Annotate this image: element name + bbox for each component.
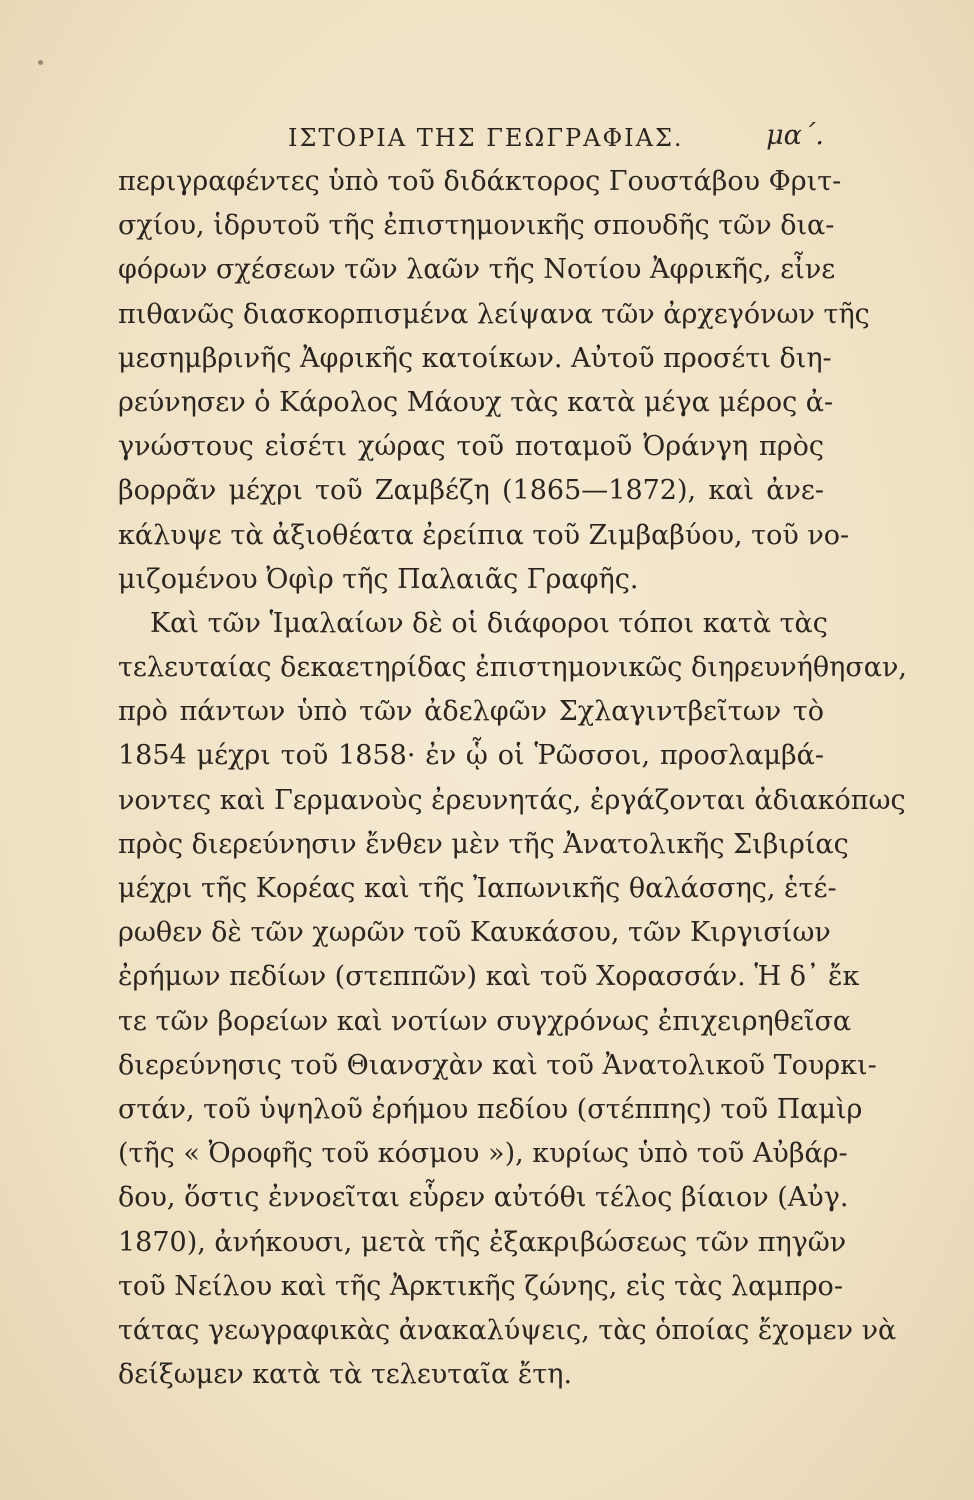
text-body	[118, 160, 907, 1397]
text-line: στάν, τοῦ ὑψηλοῦ ἐρήμου πεδίου (στέππης) τοῦ Παμὶρ	[118, 1093, 863, 1125]
text-line: νοντες καὶ Γερμανοὺς ἐρευνητάς, ἐργάζονται ἀδιακόπως	[118, 784, 906, 816]
text-line: τελευταίας δεκαετηρίδας ἐπιστημονικῶς διηρευνήθησαν,	[118, 652, 907, 684]
text-line: πιθανῶς διασκορπισμένα λείψανα τῶν ἀρχεγόνων τῆς	[118, 298, 870, 330]
text-line: ρωθεν δὲ τῶν χωρῶν τοῦ Καυκάσου, τῶν Κιργισίων	[118, 917, 831, 949]
text-line: (τῆς « Ὀροφῆς τοῦ κόσμου »), κυρίως ὑπὸ τοῦ Αὐβάρ-	[118, 1138, 848, 1170]
text-line: φόρων σχέσεων τῶν λαῶν τῆς Νοτίου Ἀφρικῆς, εἶνε	[118, 254, 836, 286]
text-line: ρεύνησεν ὁ Κάρολος Μάουχ τὰς κατὰ μέγα μέρος ἀ-	[118, 386, 834, 418]
running-title: ΙΣΤΟΡΙΑ ΤΗΣ ΓΕΩΓΡΑΦΙΑΣ.	[288, 124, 684, 152]
text-line: δου, ὅστις ἐννοεῖται εὗρεν αὐτόθι τέλος βίαιον (Αὐγ.	[118, 1182, 849, 1214]
text-line: δείξωμεν κατὰ τὰ τελευταῖα ἔτη.	[118, 1359, 573, 1391]
text-line: πρὸ πάντων ὑπὸ τῶν ἀδελφῶν Σχλαγιντβεῖτων τὸ	[118, 696, 824, 728]
text-line: τοῦ Νείλου καὶ τῆς Ἀρκτικῆς ζώνης, εἰς τὰς λαμπρο-	[118, 1270, 843, 1302]
text-line: 1854 μέχρι τοῦ 1858· ἐν ᾧ οἱ Ῥῶσσοι, προσλαμβά-	[118, 740, 824, 772]
page-number: μα΄.	[766, 120, 824, 151]
text-line: τάτας γεωγραφικὰς ἀνακαλύψεις, τὰς ὁποίας ἔχομεν νὰ	[118, 1314, 897, 1346]
text-line: μεσημβρινῆς Ἀφρικῆς κατοίκων. Αὐτοῦ προσέτι διη-	[118, 342, 832, 374]
text-line: σχίου, ἱδρυτοῦ τῆς ἐπιστημονικῆς σπουδῆς τῶν δια-	[118, 210, 835, 242]
text-line: μέχρι τῆς Κορέας καὶ τῆς Ἰαπωνικῆς θαλάσσης, ἑτέ-	[118, 873, 837, 904]
text-line: 1870), ἀνήκουσι, μετὰ τῆς ἐξακριβώσεως τῶν πηγῶν	[118, 1226, 847, 1258]
text-line: περιγραφέντες ὑπὸ τοῦ διδάκτορος Γουστάβου Φριτ-	[118, 166, 842, 197]
text-line: διερεύνησις τοῦ Θιανσχὰν καὶ τοῦ Ἀνατολικοῦ Τουρκι-	[118, 1049, 877, 1081]
text-line: τε τῶν βορείων καὶ νοτίων συγχρόνως ἐπιχειρηθεῖσα	[118, 1005, 852, 1037]
text-line: μιζομένου Ὀφὶρ τῆς Παλαιᾶς Γραφῆς.	[118, 563, 639, 595]
page-header	[118, 120, 824, 154]
paper-speck	[38, 60, 43, 65]
text-line: πρὸς διερεύνησιν ἔνθεν μὲν τῆς Ἀνατολικῆς Σιβιρίας	[118, 828, 849, 860]
text-line: βορρᾶν μέχρι τοῦ Ζαμβέζη (1865—1872), καὶ ἀνε-	[118, 475, 824, 507]
text-line: Καὶ τῶν Ἱμαλαίων δὲ οἱ διάφοροι τόποι κατὰ τὰς	[150, 607, 828, 639]
text-line: γνώστους εἰσέτι χώρας τοῦ ποταμοῦ Ὀράνγη πρὸς	[118, 431, 824, 463]
text-line: κάλυψε τὰ ἀξιοθέατα ἐρείπια τοῦ Ζιμβαβύου, τοῦ νο-	[118, 519, 850, 551]
text-line: ἐρήμων πεδίων (στεππῶν) καὶ τοῦ Χορασσάν. Ἡ δ᾽ ἔκ	[118, 961, 860, 993]
